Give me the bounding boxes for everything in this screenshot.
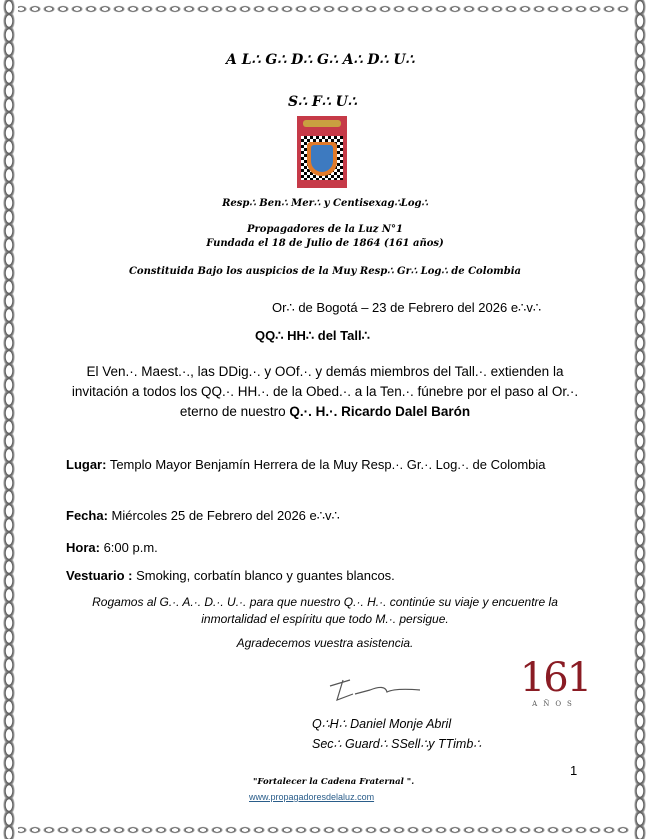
invitation-text: El Ven.·. Maest.·., las DDig.·. y OOf.·. y demás miembros del Tall.·. extienden la invitación a todos los QQ.·. HH.·. de la Obed.·. a la Ten.·. fúnebre por el paso al Or.·. eterno de nuestro [71, 364, 579, 419]
lodge-name: Propagadores de la Luz N°1 [247, 224, 403, 235]
date-label: Fecha: [66, 508, 108, 523]
anniversary-number: 161 [519, 655, 591, 701]
date-line: Or∴ de Bogotá – 23 de Febrero del 2026 e∴v∴ [272, 300, 542, 315]
anniversary-label: AÑOS [532, 700, 578, 708]
footer-motto: "Fortalecer la Cadena Fraternal ". [253, 777, 415, 787]
detail-place [66, 456, 546, 473]
closing-thanks: Agradecemos vuestra asistencia. [236, 636, 414, 650]
founded-date: Fundada el 18 de Julio de 1864 (161 años) [206, 238, 444, 249]
constituted-line: Constituida Bajo los auspicios de la Muy Resp∴ Gr∴ Log∴ de Colombia [128, 266, 522, 277]
detail-date [66, 508, 340, 524]
time-value: 6:00 p.m. [99, 540, 158, 555]
chain-border-right [631, 0, 649, 839]
place-label: Lugar: [66, 457, 107, 472]
header-line1: A L∴ G∴ D∴ G∴ A∴ D∴ U∴ [226, 52, 415, 68]
anniversary-logo [510, 656, 600, 708]
date-value: Miércoles 25 de Febrero del 2026 e∴v∴ [107, 508, 340, 523]
attire-label: Vestuario : [66, 568, 133, 583]
page-number: 1 [570, 763, 578, 778]
lodge-emblem [297, 116, 347, 188]
attire-value: Smoking, corbatín blanco y guantes blancos. [132, 568, 395, 583]
header-line2: S∴ F∴ U∴ [288, 94, 357, 110]
detail-time [66, 540, 158, 555]
website-link[interactable]: www.propagadoresdelaluz.com [249, 792, 375, 802]
lodge-title: Resp∴ Ben∴ Mer∴ y Centisexag∴Log∴ [222, 198, 428, 209]
invitation-body [70, 362, 580, 422]
signatory-name: Q∴H∴ Daniel Monje Abril [312, 717, 452, 731]
closing-prayer: Rogamos al G.·. A.·. D.·. U.·. para que nuestro Q.·. H.·. continúe su viaje y encuentre la inmortalidad el espíritu que todo M.·. persigue. [92, 595, 558, 626]
salutation: QQ∴ HH∴ del Tall∴ [255, 328, 370, 343]
deceased-name: Q.·. H.·. Ricardo Dalel Barón [289, 404, 471, 419]
detail-attire [66, 568, 395, 583]
signature-image [325, 674, 435, 706]
signatory-role: Sec∴ Guard∴ SSell∴y TTimb∴ [312, 737, 482, 751]
chain-border-top [0, 0, 649, 18]
chain-border-left [0, 0, 18, 839]
place-value: Templo Mayor Benjamín Herrera de la Muy Resp.·. Gr.·. Log.·. de Colombia [106, 457, 546, 472]
chain-border-bottom [0, 821, 649, 839]
time-label: Hora: [66, 540, 100, 555]
